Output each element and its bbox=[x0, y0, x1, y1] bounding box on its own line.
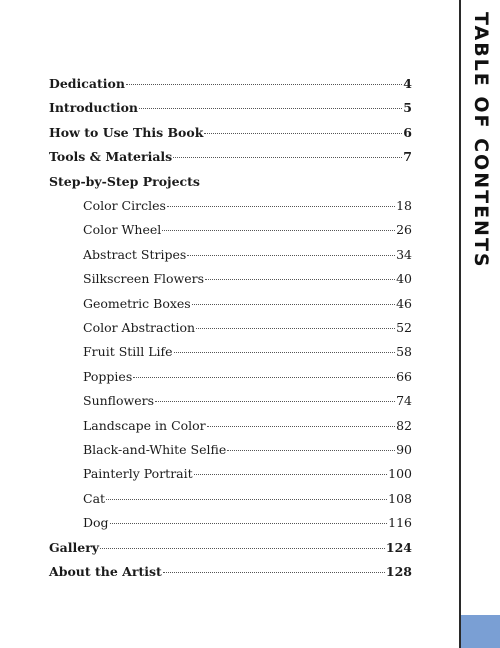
toc-entry-label: Color Abstraction bbox=[83, 320, 196, 335]
toc-entry-label: Sunflowers bbox=[83, 393, 155, 409]
toc-entry-fruit-still-life[interactable] bbox=[83, 341, 412, 363]
dot-leader bbox=[155, 401, 395, 402]
toc-entry-about-the-artist[interactable] bbox=[49, 561, 412, 583]
toc-entry-color-abstraction[interactable] bbox=[83, 317, 412, 339]
toc-entry-label: Color Circles bbox=[83, 198, 166, 213]
toc-entry-label: Cat bbox=[83, 490, 106, 506]
toc-entry-page: 4 bbox=[403, 76, 412, 91]
toc-entry-label: Dog bbox=[83, 515, 109, 531]
dot-leader bbox=[227, 450, 395, 451]
sidebar-title-text: TABLE OF CONTENTS bbox=[470, 12, 492, 269]
toc-entry-label: Introduction bbox=[49, 100, 139, 116]
dot-leader bbox=[110, 523, 388, 524]
toc-entry-dog[interactable] bbox=[83, 512, 412, 534]
dot-leader bbox=[207, 426, 395, 427]
dot-leader bbox=[196, 328, 395, 329]
toc-entry-page: 58 bbox=[396, 344, 412, 360]
dot-leader bbox=[100, 548, 385, 549]
toc-entry-how-to-use[interactable] bbox=[49, 122, 412, 144]
toc-entry-page: 90 bbox=[396, 442, 412, 457]
sidebar-title bbox=[462, 12, 500, 572]
toc-entry-page: 26 bbox=[396, 222, 412, 238]
toc-entry-label: Black-and-White Selfie bbox=[83, 442, 227, 457]
toc-entry-label: Dedication bbox=[49, 76, 125, 91]
toc-entry-painterly-portrait[interactable] bbox=[83, 463, 412, 485]
toc-entry-page: 66 bbox=[396, 368, 412, 384]
toc-entry-gallery[interactable] bbox=[49, 537, 412, 559]
toc-entry-label: Abstract Stripes bbox=[83, 246, 187, 262]
toc-entry-black-and-white-selfie[interactable] bbox=[83, 439, 412, 461]
toc-entry-tools-materials[interactable] bbox=[49, 146, 412, 168]
toc-entry-color-circles[interactable] bbox=[83, 195, 412, 217]
toc-entry-label: Silkscreen Flowers bbox=[83, 271, 205, 287]
toc-entry-label: Tools & Materials bbox=[49, 149, 173, 165]
accent-tab bbox=[461, 615, 500, 648]
toc-entry-page: 82 bbox=[396, 417, 412, 433]
dot-leader bbox=[174, 352, 396, 353]
toc-entry-page: 128 bbox=[385, 564, 412, 579]
toc-entry-page: 46 bbox=[396, 295, 412, 311]
toc-entry-page: 74 bbox=[396, 393, 412, 409]
dot-leader bbox=[204, 133, 402, 134]
toc-entry-label: Fruit Still Life bbox=[83, 344, 173, 360]
toc-entry-label: Painterly Portrait bbox=[83, 466, 193, 482]
toc-entry-color-wheel[interactable] bbox=[83, 219, 412, 241]
toc-entry-label: About the Artist bbox=[49, 564, 162, 579]
dot-leader bbox=[167, 206, 395, 207]
toc-entry-cat[interactable] bbox=[83, 488, 412, 510]
dot-leader bbox=[173, 157, 402, 158]
toc-entry-label: Landscape in Color bbox=[83, 417, 206, 433]
toc-entry-introduction[interactable] bbox=[49, 97, 412, 119]
toc-entry-dedication[interactable] bbox=[49, 73, 412, 95]
toc-entry-geometric-boxes[interactable] bbox=[83, 293, 412, 315]
dot-leader bbox=[139, 108, 402, 109]
toc-entry-page: 18 bbox=[396, 198, 412, 213]
toc-section-label: Step-by-Step Projects bbox=[49, 173, 200, 189]
toc-entry-abstract-stripes[interactable] bbox=[83, 244, 412, 266]
toc-entry-page: 5 bbox=[403, 100, 412, 116]
toc-entry-page: 52 bbox=[396, 320, 412, 335]
toc-entry-label: Geometric Boxes bbox=[83, 295, 191, 311]
dot-leader bbox=[106, 499, 387, 500]
dot-leader bbox=[126, 84, 402, 85]
dot-leader bbox=[162, 230, 395, 231]
dot-leader bbox=[205, 279, 395, 280]
toc-entry-page: 34 bbox=[396, 246, 412, 262]
toc-entry-page: 6 bbox=[403, 124, 412, 140]
dot-leader bbox=[163, 572, 385, 573]
toc-entry-page: 116 bbox=[388, 515, 412, 531]
dot-leader bbox=[192, 304, 395, 305]
toc-entry-page: 124 bbox=[385, 539, 412, 555]
toc-entry-page: 108 bbox=[388, 490, 412, 506]
toc-section-heading bbox=[49, 171, 412, 193]
toc-entry-label: Color Wheel bbox=[83, 222, 162, 238]
toc-entry-label: Gallery bbox=[49, 539, 100, 555]
toc-entry-label: Poppies bbox=[83, 368, 133, 384]
toc-entry-sunflowers[interactable] bbox=[83, 390, 412, 412]
toc-entry-page: 100 bbox=[388, 466, 412, 482]
toc-entry-label: How to Use This Book bbox=[49, 124, 204, 140]
toc-entry-landscape-in-color[interactable] bbox=[83, 415, 412, 437]
toc-entry-page: 7 bbox=[403, 149, 412, 165]
dot-leader bbox=[194, 474, 387, 475]
dot-leader bbox=[133, 377, 395, 378]
sidebar-divider bbox=[459, 0, 461, 648]
dot-leader bbox=[187, 255, 395, 256]
toc-entry-poppies[interactable] bbox=[83, 366, 412, 388]
toc-entry-silkscreen-flowers[interactable] bbox=[83, 268, 412, 290]
toc-entry-page: 40 bbox=[396, 271, 412, 287]
